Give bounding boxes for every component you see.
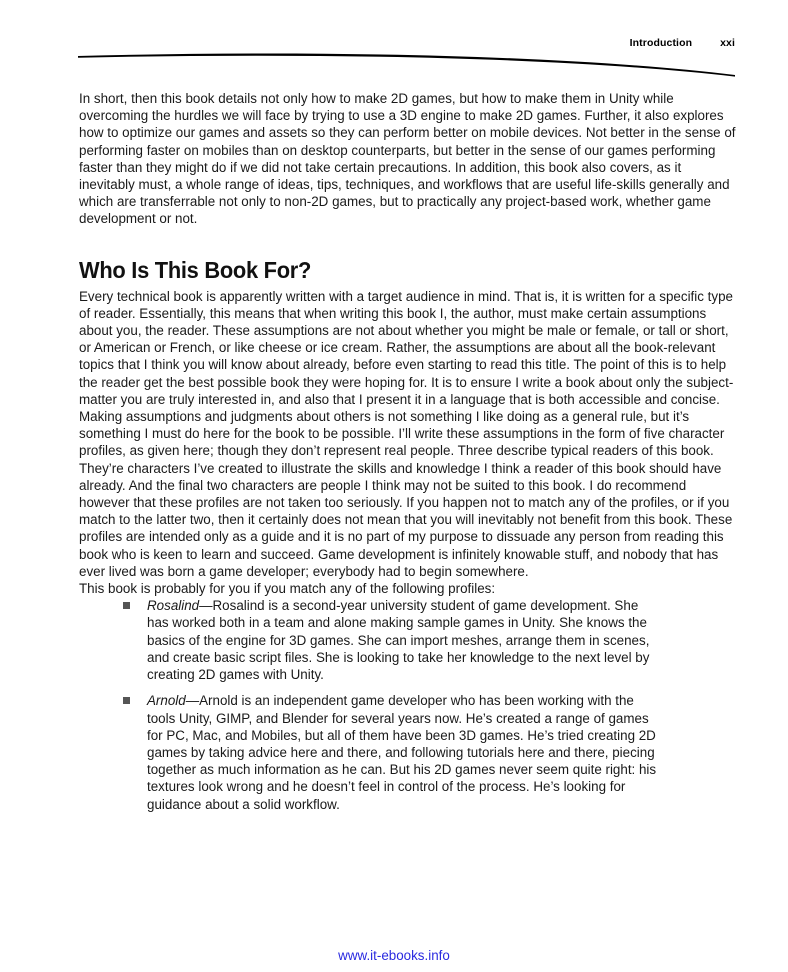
- intro-paragraph: In short, then this book details not only how to make 2D games, but how to make them in Unity while overcoming the hurdles we will face by trying to use a 3D engine to make 2D games. Further, it also explores how to optimize our games and assets so they can perform better on mobile devices. Not better in the sense of performing faster on mobiles than on desktop counterparts, but better in the sense of our games performing faster than they might do if we did not take certain precautions. In addition, this book also covers, as it inevitably must, a whole range of ideas, tips, techniques, and workflows that are useful life-skills generally and which are transferrable not only to non-2D games, but to practically any project-based work, whether game development or not.: [79, 91, 736, 227]
- square-bullet-icon: [123, 602, 130, 609]
- list-item: [123, 597, 662, 683]
- header-rule: [0, 46, 788, 80]
- profiles-lead-paragraph: This book is probably for you if you match any of the following profiles:: [79, 581, 496, 597]
- header-page-number: xxi: [720, 37, 735, 49]
- profile-dash: —: [199, 598, 213, 614]
- profile-name: Rosalind: [147, 598, 200, 614]
- profile-description: Rosalind is a second-year university student of game development. She has worked both in a team and alone making sample games in Unity. She knows the basics of the engine for 3D games. She can import meshes, arrange them in scenes, and create basic script files. She is looking to take her knowledge to the next level by creating 2D games with Unity.: [147, 598, 650, 683]
- footer-website-link[interactable]: www.it-ebooks.info: [338, 948, 450, 963]
- square-bullet-icon: [123, 697, 130, 704]
- page-content: [79, 90, 739, 822]
- profile-name: Arnold: [147, 693, 186, 709]
- header-section-title: Introduction: [629, 37, 693, 49]
- profile-description: Arnold is an independent game developer who has been working with the tools Unity, GIMP, and Blender for several years now. He’s created a range of games for PC, Mac, and Mobiles, but all of them have been 3D games. He’s tried creating 2D games by taking advice here and there, and following tutorials here and there, piecing together as much information as he can. But his 2D games never seem quite right: his textures look wrong and he doesn’t feel in control of the process. He’s looking for guidance about a solid workflow.: [147, 693, 657, 812]
- list-item: [123, 692, 662, 812]
- section-heading: Who Is This Book For?: [79, 256, 312, 283]
- audience-paragraph: Every technical book is apparently written with a target audience in mind. That is, it is written for a specific type of reader. Essentially, this means that when writing this book I, the author, must make certain assumptions about you, the reader. These assumptions are not about whether you might be male or female, or tall or short, or American or French, or like cheese or ice cream. Rather, the assumptions are about all the book-relevant topics that I think you will know about already, before even starting to read this title. The point of this is to help the reader get the best possible book they were hoping for. It is to ensure I write a book about only the subject-matter you are truly interested in, and also that I present it in a language that is both accessible and concise. Making assumptions and judgments about others is not something I like doing as a general rule, but it’s something I must do here for the book to be possible. I’ll write these assumptions in the form of five character profiles, as given here; though they don’t represent real people. Three describe typical readers of this book. They’re characters I’ve created to illustrate the skills and knowledge I think a reader of this book should have already. And the final two characters are people I think may not be suited to this book. I do recommend however that these profiles are not taken too seriously. If you happen not to match any of the profiles, or if you match to the latter two, then it certainly does not mean that you will inevitably not benefit from this book. These profiles are intended only as a guide and it is no part of my purpose to dissuade any person from reading this book who is keen to learn and succeed. Game development is infinitely knowable stuff, and nobody that has ever lived was born a game developer; everybody had to begin somewhere.: [79, 288, 734, 579]
- profiles-list: [79, 597, 739, 812]
- profile-dash: —: [185, 693, 200, 709]
